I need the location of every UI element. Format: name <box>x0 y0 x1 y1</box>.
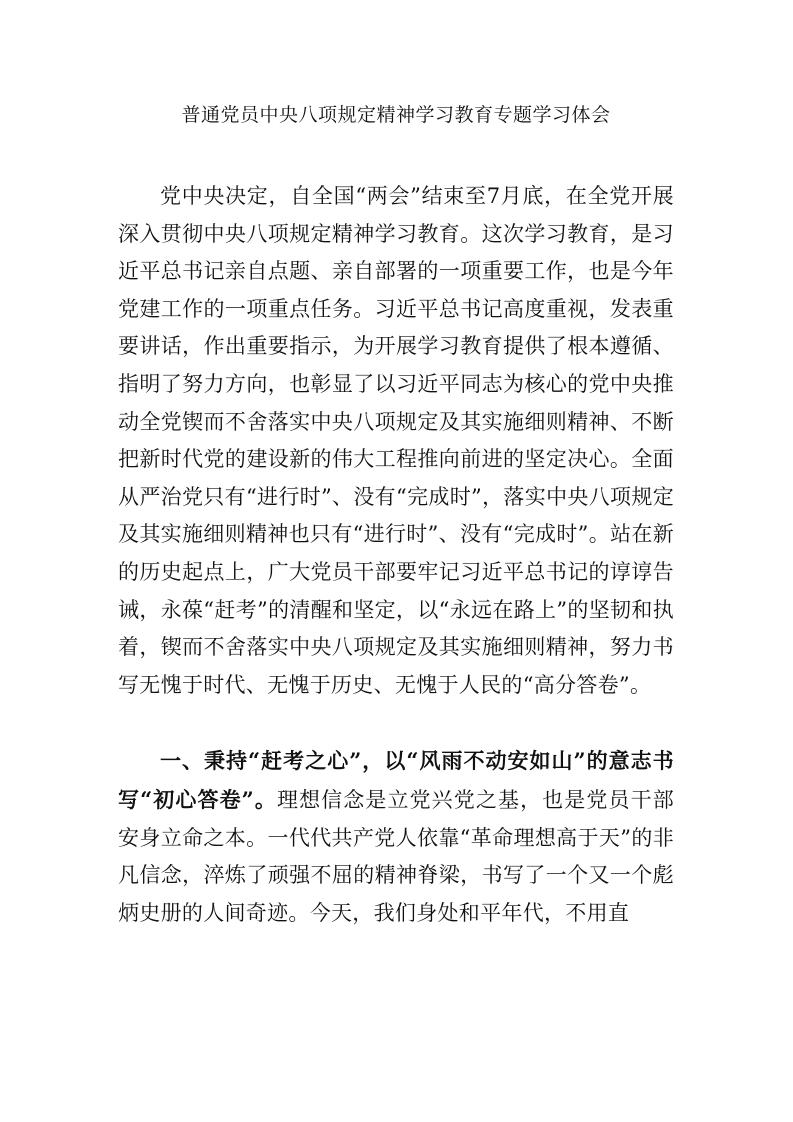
document-page <box>118 100 674 932</box>
section-one-text: 理想信念是立党兴党之基，也是党员干部安身立命之本。一代代共产党人依靠“革命理想高于天”的非凡信念，淬炼了顽强不屈的精神脊梁，书写了一个又一个彪炳史册的人间奇迹。今天，我们身处和平年代，不用直 <box>118 787 674 925</box>
paragraph-intro <box>118 178 674 704</box>
paragraph-intro-text: 党中央决定，自全国“两会”结束至7月底，在全党开展深入贯彻中央八项规定精神学习教育。这次学习教育，是习近平总书记亲自点题、亲自部署的一项重要工作，也是今年党建工作的一项重点任务。习近平总书记高度重视，发表重要讲话，作出重要指示，为开展学习教育提供了根本遵循、指明了努力方向，也彰显了以习近平同志为核心的党中央推动全党锲而不舍落实中央八项规定及其实施细则精神、不断把新时代党的建设新的伟大工程推向前进的坚定决心。全面从严治党只有“进行时”、没有“完成时”，落实中央八项规定及其实施细则精神也只有“进行时”、没有“完成时”。站在新的历史起点上，广大党员干部要牢记习近平总书记的谆谆告诫，永葆“赶考”的清醒和坚定，以“永远在路上”的坚韧和执着，锲而不舍落实中央八项规定及其实施细则精神，努力书写无愧于时代、无愧于历史、无愧于人民的“高分答卷”。 <box>118 184 674 697</box>
paragraph-section-one <box>118 742 674 932</box>
section-one-heading: 一、秉持“赶考之心”，以“风雨不动安如山”的意志书写“初心答卷”。 <box>118 748 674 812</box>
document-title: 普通党员中央八项规定精神学习教育专题学习体会 <box>181 104 611 126</box>
